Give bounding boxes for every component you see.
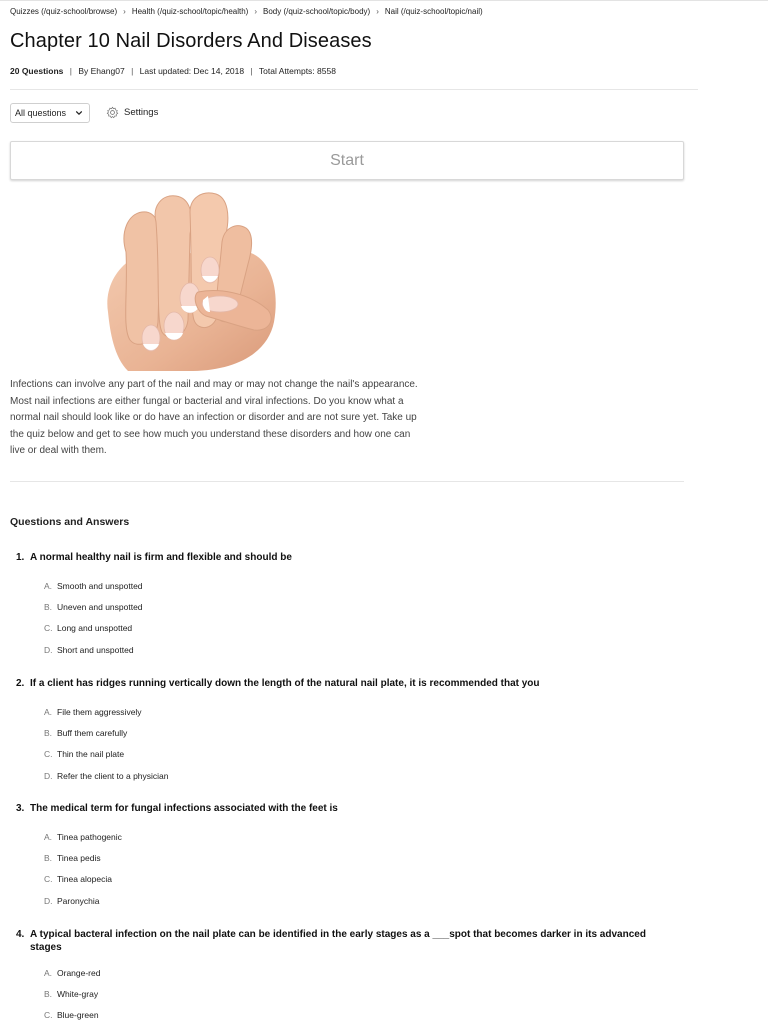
- answer-option[interactable]: [44, 575, 676, 596]
- option-letter: B.: [44, 601, 53, 612]
- option-text: Orange-red: [57, 967, 101, 978]
- option-letter: C.: [44, 874, 53, 885]
- settings-button[interactable]: [106, 106, 158, 119]
- question-number: 2.: [16, 678, 25, 689]
- option-letter: A.: [44, 831, 53, 842]
- question-body: A typical bacteral infection on the nail plate can be identified in the early stages as a ___spot that becomes darker in its advanced stages: [30, 929, 646, 953]
- question-number: 4.: [16, 929, 25, 940]
- question-item: [16, 677, 676, 786]
- answer-option[interactable]: [44, 765, 676, 786]
- answer-option[interactable]: [44, 869, 676, 890]
- answer-option[interactable]: [44, 618, 676, 639]
- question-body: The medical term for fungal infections associated with the feet is: [30, 803, 338, 814]
- answer-option[interactable]: [44, 596, 676, 617]
- option-text: Tinea pedis: [57, 852, 101, 863]
- option-text: Tinea alopecia: [57, 874, 112, 885]
- question-item: [16, 802, 676, 911]
- answer-options: [44, 701, 676, 786]
- option-text: Long and unspotted: [57, 623, 133, 634]
- option-text: File them aggressively: [57, 706, 142, 717]
- breadcrumb-separator: ›: [376, 7, 379, 16]
- option-text: Buff them carefully: [57, 727, 128, 738]
- top-divider: [0, 0, 768, 1]
- option-letter: B.: [44, 988, 53, 999]
- questions-answers-heading: Questions and Answers: [10, 516, 130, 528]
- question-body: A normal healthy nail is firm and flexible and should be: [30, 552, 292, 563]
- answer-options: [44, 962, 676, 1024]
- option-letter: A.: [44, 967, 53, 978]
- question-text: [16, 551, 676, 564]
- meta-separator: |: [131, 66, 134, 76]
- answer-option[interactable]: [44, 722, 676, 743]
- question-count: 20 Questions: [10, 66, 64, 76]
- option-letter: B.: [44, 852, 53, 863]
- quiz-meta: [10, 66, 336, 76]
- gear-icon: [106, 106, 119, 119]
- answer-options: [44, 575, 676, 660]
- answer-option[interactable]: [44, 847, 676, 868]
- question-number: 1.: [16, 552, 25, 563]
- meta-separator: |: [69, 66, 72, 76]
- option-letter: D.: [44, 644, 53, 655]
- breadcrumb-nail[interactable]: Nail (/quiz-school/topic/nail): [384, 7, 483, 16]
- option-letter: B.: [44, 727, 53, 738]
- option-text: Paronychia: [57, 895, 100, 906]
- answer-options: [44, 826, 676, 911]
- answer-option[interactable]: [44, 962, 676, 983]
- divider: [10, 89, 698, 90]
- start-button[interactable]: Start: [10, 141, 684, 180]
- option-letter: D.: [44, 770, 53, 781]
- question-text: [16, 677, 676, 690]
- option-text: White-gray: [57, 988, 99, 999]
- total-attempts: Total Attempts: 8558: [258, 66, 336, 76]
- question-body: If a client has ridges running vertically down the length of the natural nail plate, it is recommended that you: [30, 678, 540, 689]
- meta-separator: |: [250, 66, 253, 76]
- option-letter: A.: [44, 706, 53, 717]
- option-letter: D.: [44, 895, 53, 906]
- option-text: Refer the client to a physician: [57, 770, 169, 781]
- option-letter: A.: [44, 580, 53, 591]
- option-letter: C.: [44, 749, 53, 760]
- breadcrumb-body[interactable]: Body (/quiz-school/topic/body): [263, 7, 371, 16]
- breadcrumb-quizzes[interactable]: Quizzes (/quiz-school/browse): [10, 7, 118, 16]
- breadcrumb: [10, 7, 483, 16]
- answer-option[interactable]: [44, 744, 676, 765]
- option-text: Blue-green: [57, 1010, 99, 1021]
- question-number: 3.: [16, 803, 25, 814]
- breadcrumb-separator: ›: [254, 7, 258, 16]
- answer-option[interactable]: [44, 701, 676, 722]
- answer-option[interactable]: [44, 983, 676, 1004]
- question-item: [16, 928, 676, 1024]
- breadcrumb-health[interactable]: Health (/quiz-school/topic/health): [131, 7, 249, 16]
- option-text: Tinea pathogenic: [57, 831, 122, 842]
- option-letter: C.: [44, 1010, 53, 1021]
- nail-hand-image: [98, 192, 282, 371]
- author: By Ehang07: [78, 66, 125, 76]
- answer-option[interactable]: [44, 826, 676, 847]
- option-text: Short and unspotted: [57, 644, 134, 655]
- question-text: [16, 802, 676, 815]
- answer-option[interactable]: [44, 1005, 676, 1024]
- chevron-down-icon: [75, 109, 83, 117]
- option-letter: C.: [44, 623, 53, 634]
- breadcrumb-separator: ›: [123, 7, 126, 16]
- option-text: Uneven and unspotted: [57, 601, 143, 612]
- settings-label: Settings: [124, 107, 159, 118]
- option-text: Thin the nail plate: [57, 749, 125, 760]
- questions-filter-select[interactable]: [10, 103, 90, 123]
- quiz-description: Infections can involve any part of the nail and may or may not change the nail's appearance. Most nail infections are either fungal or bacterial and viral infections. Do you know what a normal nail should look like or do have an infection or disorder and are not sure yet. Take up the quiz below and get to see how much you understand these disorders and how one can live or deal with them.: [10, 379, 418, 456]
- last-updated: Last updated: Dec 14, 2018: [139, 66, 245, 76]
- question-item: [16, 551, 676, 660]
- option-text: Smooth and unspotted: [57, 580, 143, 591]
- questions-filter-value: All questions: [15, 108, 67, 118]
- question-text: [16, 928, 676, 954]
- divider: [10, 481, 684, 482]
- answer-option[interactable]: [44, 639, 676, 660]
- page-title: Chapter 10 Nail Disorders And Diseases: [10, 30, 372, 52]
- answer-option[interactable]: [44, 890, 676, 911]
